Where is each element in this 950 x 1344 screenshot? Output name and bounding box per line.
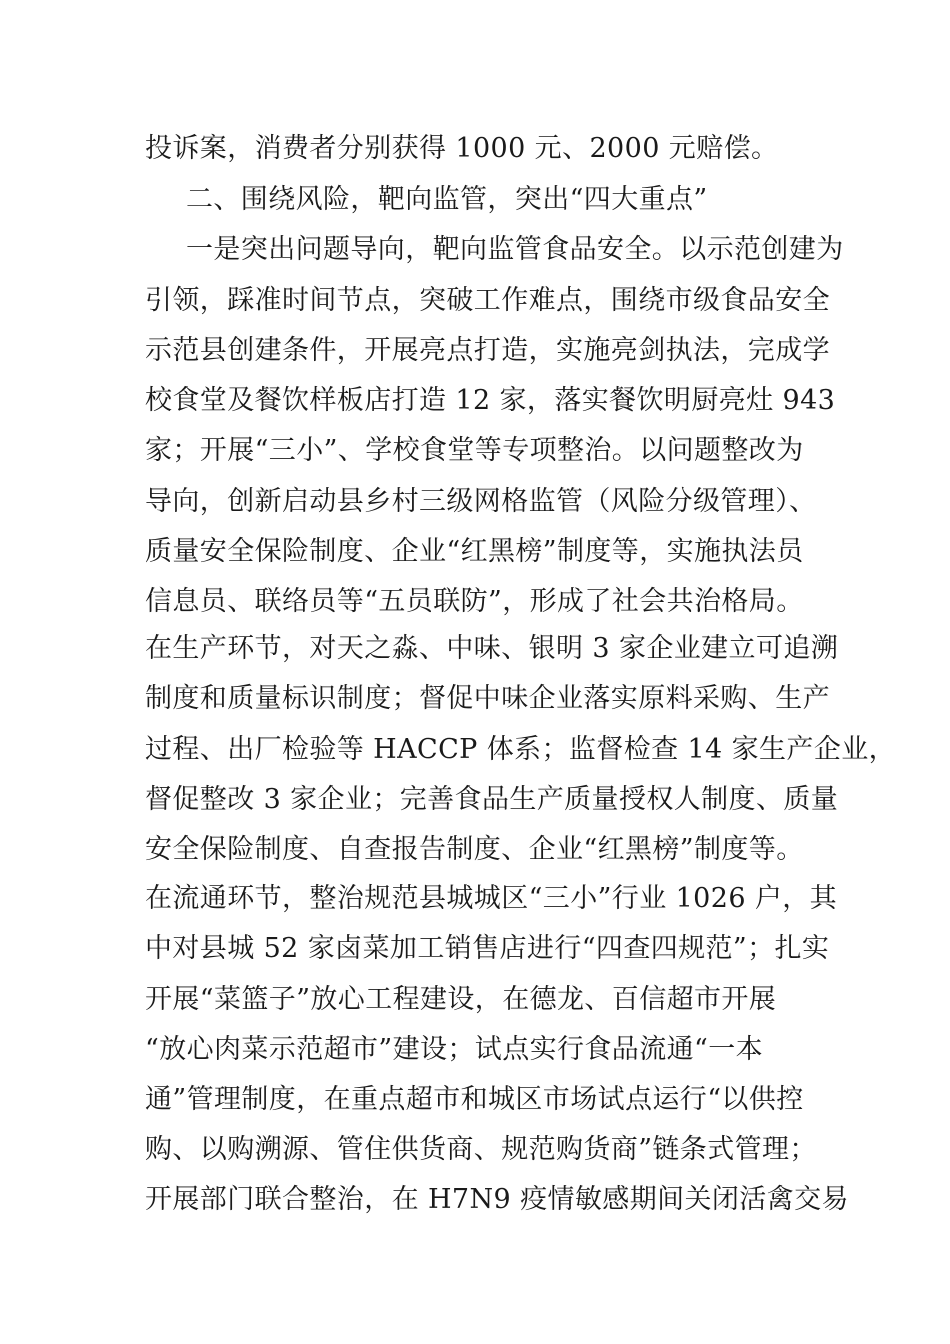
text-line: 过程、出厂检验等 HACCP 体系；监督检查 14 家生产企业， [145, 734, 897, 765]
text-line: 中对县城 52 家卤菜加工销售店进行“四查四规范”；扎实 [145, 933, 830, 964]
text-line: 安全保险制度、自查报告制度、企业“红黑榜”制度等。 [145, 834, 804, 865]
text-line: 在流通环节，整治规范县城城区“三小”行业 1026 户，其 [145, 883, 838, 914]
text-line: 督促整改 3 家企业；完善食品生产质量授权人制度、质量 [145, 784, 839, 815]
text-line: 购、以购溯源、管住供货商、规范购货商”链条式管理； [145, 1134, 817, 1165]
text-line: “放心肉菜示范超市”建设；试点实行食品流通“一本 [145, 1034, 764, 1065]
text-line: 示范县创建条件，开展亮点打造，实施亮剑执法，完成学 [145, 335, 830, 366]
text-line: 在生产环节，对天之淼、中味、银明 3 家企业建立可追溯 [145, 633, 839, 664]
text-line: 校食堂及餐饮样板店打造 12 家，落实餐饮明厨亮灶 943 [145, 385, 836, 416]
text-line: 导向，创新启动县乡村三级网格监管（风险分级管理）、 [145, 486, 817, 517]
text-line: 开展“菜篮子”放心工程建设，在德龙、百信超市开展 [145, 984, 777, 1015]
text-line: 投诉案，消费者分别获得 1000 元、2000 元赔偿。 [145, 133, 779, 164]
text-line: 家；开展“三小”、学校食堂等专项整治。以问题整改为 [145, 435, 804, 466]
section-heading: 二、围绕风险，靶向监管，突出“四大重点” [186, 184, 708, 215]
paragraph-first-line: 一是突出问题导向，靶向监管食品安全。以示范创建为 [186, 234, 844, 265]
text-line: 质量安全保险制度、企业“红黑榜”制度等，实施执法员 [145, 536, 804, 567]
text-line: 开展部门联合整治，在 H7N9 疫情敏感期间关闭活禽交易 [145, 1184, 849, 1215]
text-line: 引领，踩准时间节点，突破工作难点，围绕市级食品安全 [145, 285, 830, 316]
text-line: 通”管理制度，在重点超市和城区市场试点运行“以供控 [145, 1084, 804, 1115]
text-line: 制度和质量标识制度；督促中味企业落实原料采购、生产 [145, 683, 830, 714]
text-line: 信息员、联络员等“五员联防”，形成了社会共治格局。 [145, 586, 804, 617]
